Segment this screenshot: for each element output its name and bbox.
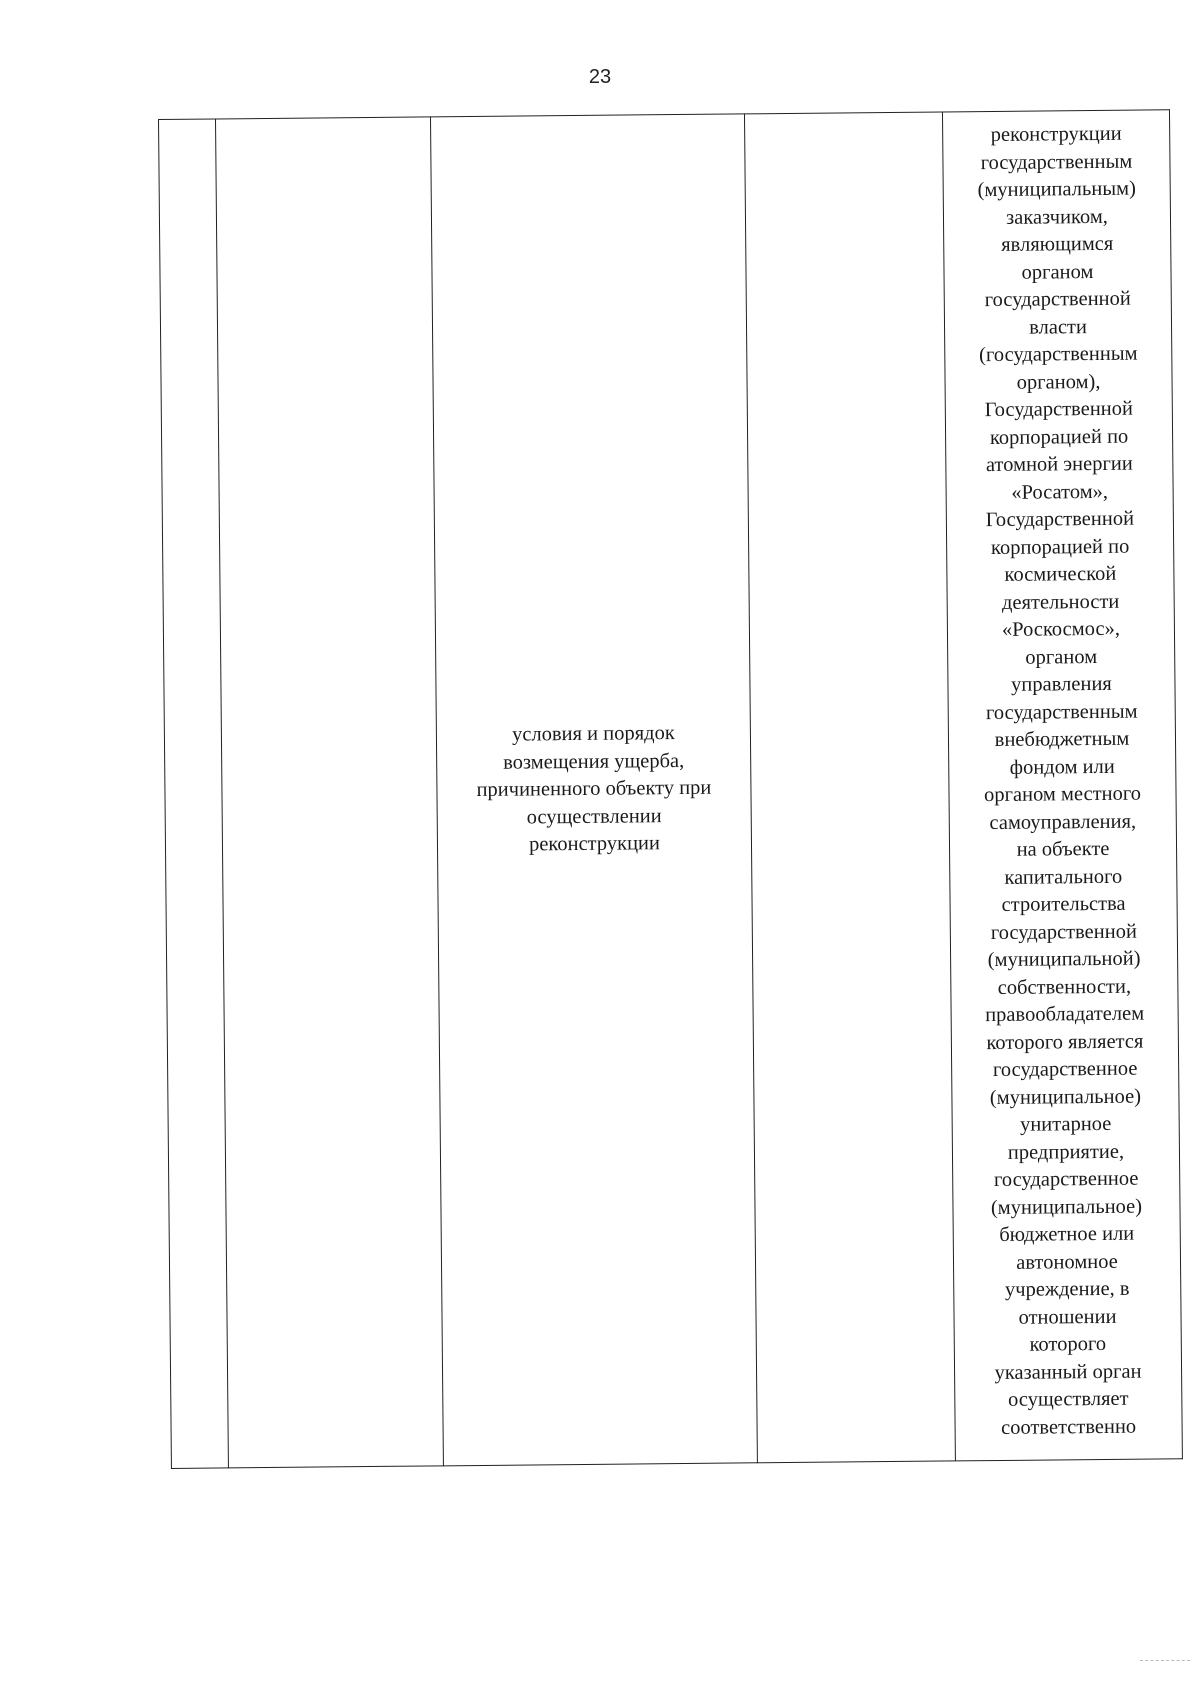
details-line: реконструкции xyxy=(990,122,1122,147)
description-line: реконструкции xyxy=(528,832,661,856)
description-line: условия и порядок xyxy=(511,722,675,746)
description-line: причиненного объекту при xyxy=(476,776,712,802)
details-line: автономное xyxy=(1016,1250,1118,1274)
column-description-cell xyxy=(430,114,757,1466)
details-line: на объекте xyxy=(1016,837,1110,861)
details-line: органом xyxy=(1025,645,1098,669)
details-line: строительства xyxy=(1001,892,1126,916)
column-empty-cell xyxy=(744,112,955,1463)
description-line: возмещения ущерба, xyxy=(503,749,685,774)
column-empty-cell xyxy=(216,117,444,1468)
details-line: управления xyxy=(1011,672,1112,696)
details-line: органом местного xyxy=(983,782,1142,807)
details-line: которого является xyxy=(986,1030,1144,1054)
details-line: правообладателем xyxy=(985,1002,1145,1027)
details-line: органом xyxy=(1021,260,1094,284)
details-line: капитального xyxy=(1004,865,1123,889)
details-line: корпорацией по xyxy=(989,425,1129,449)
table-row xyxy=(159,110,1183,1469)
details-line: (муниципальное) xyxy=(989,1085,1142,1109)
details-line: атомной энергии xyxy=(985,452,1133,477)
details-line: являющимся xyxy=(1001,232,1114,256)
description-text xyxy=(437,720,751,860)
details-line: власти xyxy=(1029,315,1088,339)
details-line: Государственной xyxy=(984,397,1134,422)
details-line: осуществляет xyxy=(1008,1387,1129,1411)
column-details-cell xyxy=(942,110,1182,1461)
details-line: деятельности xyxy=(1001,590,1120,614)
details-line: космической xyxy=(1004,562,1117,586)
details-line: (государственным xyxy=(978,342,1138,367)
details-line: «Росатом», xyxy=(1011,480,1109,504)
details-line: предприятие, xyxy=(1007,1140,1125,1164)
details-line: самоуправления, xyxy=(989,810,1137,834)
details-line: фондом или xyxy=(1009,755,1115,779)
document-table-wrapper xyxy=(158,109,1177,1469)
details-line: унитарное xyxy=(1019,1112,1112,1136)
document-table xyxy=(158,109,1183,1469)
details-line: государственной xyxy=(984,287,1131,312)
details-line: учреждение, в xyxy=(1004,1277,1130,1301)
details-line: государственное xyxy=(993,1167,1139,1192)
details-line: государственной xyxy=(990,920,1137,944)
details-line: бюджетное или xyxy=(999,1222,1135,1246)
scan-artifact-line xyxy=(1140,1660,1190,1662)
details-line: указанный орган xyxy=(994,1360,1142,1384)
details-line: корпорацией по xyxy=(990,535,1130,559)
details-line: «Роскосмос», xyxy=(1001,617,1121,641)
details-line: органом), xyxy=(1016,370,1101,394)
details-line: (муниципальной) xyxy=(987,947,1141,972)
details-line: соответственно xyxy=(1000,1415,1137,1439)
details-line: (муниципальное) xyxy=(990,1195,1143,1219)
details-line: заказчиком, xyxy=(1005,205,1108,229)
page-number: 23 xyxy=(588,66,612,88)
details-line: государственным xyxy=(985,700,1138,724)
details-line: государственное xyxy=(992,1057,1138,1082)
details-line: (муниципальным) xyxy=(977,177,1136,202)
details-line: которого xyxy=(1029,1332,1107,1356)
details-line: государственным xyxy=(980,150,1133,174)
details-line: собственности, xyxy=(997,975,1132,999)
details-line: отношении xyxy=(1018,1305,1117,1329)
details-line: Государственной xyxy=(985,507,1135,532)
details-line: внебюджетным xyxy=(994,727,1130,751)
description-line: осуществлении xyxy=(526,804,662,829)
details-text xyxy=(943,120,1182,1442)
